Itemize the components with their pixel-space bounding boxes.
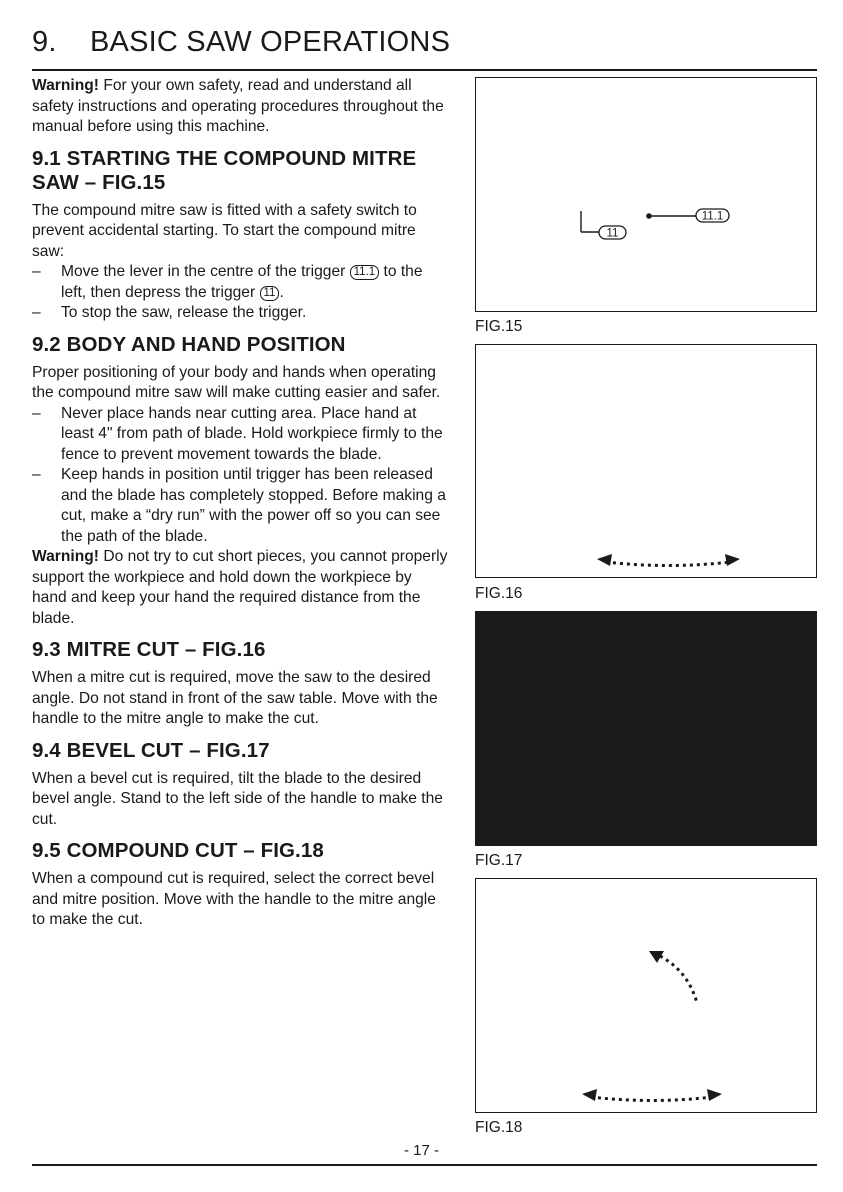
section-9-2-warning (32, 547, 450, 629)
list-item-text: Keep hands in position until trigger has been released and the blade has completely stopped. Before making a cut, make a “dry run” with the power off so you can see the path of the blade. (61, 466, 446, 545)
callout-trigger-label: 11 (606, 227, 619, 240)
list-item-text: To stop the saw, release the trigger. (61, 304, 307, 321)
list-item (32, 465, 450, 547)
callout-lever-label: 11.1 (701, 210, 724, 223)
header-rule (32, 69, 817, 71)
list-item-text: . (279, 283, 284, 301)
list-item-text: Move the lever in the centre of the trigger (61, 263, 350, 280)
fig15-callout-drawing (476, 78, 818, 313)
arrowhead-left (597, 554, 612, 566)
intro-warning (32, 76, 450, 138)
figure-18 (475, 878, 817, 1113)
figure-16-caption: FIG.16 (475, 585, 523, 602)
callout-trigger: 11 (260, 286, 280, 301)
page-number: - 17 - (403, 1142, 439, 1159)
heading-9-3: 9.3 MITRE CUT – FIG.16 (32, 638, 266, 661)
heading-9-4: 9.4 BEVEL CUT – FIG.17 (32, 738, 270, 762)
warning-text: For your own safety, read and understand all safety instructions and operating procedures throughout the manual before using this machine. (32, 77, 444, 135)
fig16-arrow-drawing (476, 345, 818, 579)
section-9-3-body: When a mitre cut is required, move the saw to the desired angle. Do not stand in front of the saw table. Move with the handle to the mitre angle to make the cut. (32, 669, 438, 727)
section-9-2-body: Proper positioning of your body and hands when operating the compound mitre saw will make cutting easier and safer. (32, 363, 441, 401)
dash-bullet: – (32, 304, 41, 321)
section-9-4-body: When a bevel cut is required, tilt the blade to the desired bevel angle. Stand to the left side of the handle to make the cut. (32, 769, 443, 828)
arrowhead-right (725, 554, 740, 566)
list-item (32, 262, 450, 303)
arrowhead-left (582, 1089, 597, 1101)
dash-bullet: – (32, 263, 41, 280)
figure-15-caption: FIG.15 (475, 318, 523, 335)
heading-9-1: 9.1 STARTING THE COMPOUND MITRE SAW – FIG.15 (32, 146, 417, 194)
footer-rule (32, 1164, 817, 1166)
mitre-swing-arrow (606, 562, 731, 566)
callout-lever: 11.1 (350, 265, 380, 280)
figure-17-caption: FIG.17 (475, 852, 523, 869)
fig18-arrow-drawing (476, 879, 818, 1114)
arrowhead-right (707, 1089, 722, 1101)
heading-9-2: 9.2 BODY AND HAND POSITION (32, 332, 346, 356)
list-item (32, 404, 450, 466)
text-column (32, 76, 450, 931)
section-title: BASIC SAW OPERATIONS (90, 26, 451, 58)
bevel-tilt-arrow (660, 956, 697, 1003)
dash-bullet: – (32, 466, 41, 483)
warning-text: Do not try to cut short pieces, you cannot properly support the workpiece and hold down the workpiece by hand and keep your hand the required distance from the blade. (32, 548, 448, 627)
section-9-1-body: The compound mitre saw is fitted with a safety switch to prevent accidental starting. To start the compound mitre saw: (32, 201, 417, 260)
list-item-text: Never place hands near cutting area. Place hand at least 4" from path of blade. Hold workpiece firmly to the fence to prevent movement towards the blade. (61, 404, 443, 463)
list-item-text: to the left, then depress the trigger (61, 263, 423, 301)
heading-9-5: 9.5 COMPOUND CUT – FIG.18 (32, 839, 324, 862)
figure-17 (475, 611, 817, 846)
section-9-5-body: When a compound cut is required, select the correct bevel and mitre position. Move with the handle to the mitre angle to make the cut. (32, 870, 436, 928)
dash-bullet: – (32, 404, 41, 422)
mitre-swing-arrow (591, 1097, 713, 1101)
figure-18-caption: FIG.18 (475, 1119, 523, 1136)
figure-15 (475, 77, 817, 312)
figure-16 (475, 344, 817, 578)
warning-label: Warning! (32, 548, 99, 565)
list-item (32, 303, 450, 324)
warning-label: Warning! (32, 77, 99, 94)
section-number: 9. (32, 26, 57, 58)
page-title (32, 26, 450, 59)
